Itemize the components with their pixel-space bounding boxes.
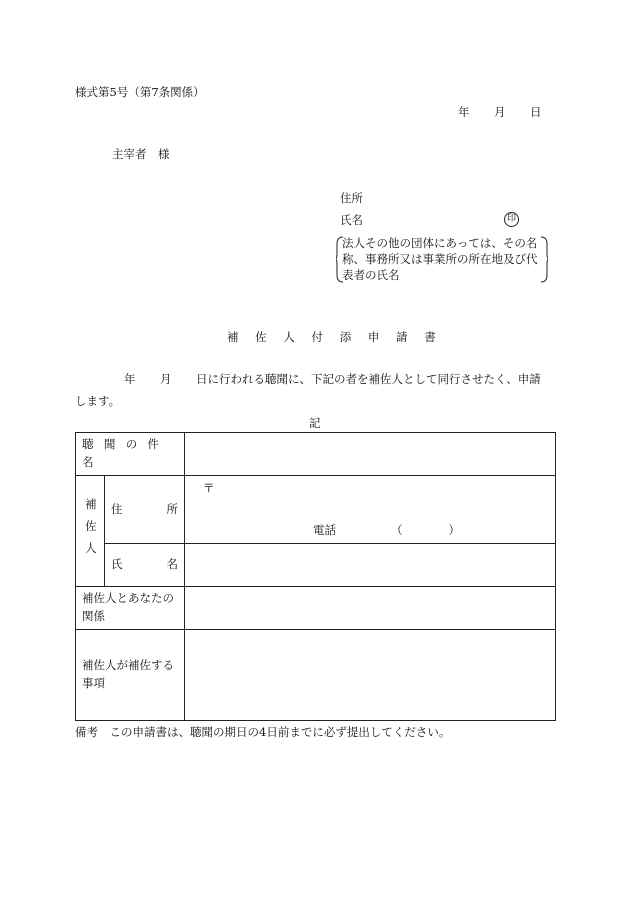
- hearing-case-label-cell: [76, 433, 185, 476]
- assistant-address-field[interactable]: [185, 476, 556, 544]
- assistant-label-cell: [76, 476, 105, 587]
- body-month-label: 月: [160, 372, 172, 386]
- seal-icon: 印: [504, 212, 519, 227]
- hearing-case-field[interactable]: [185, 433, 556, 476]
- date-year-label: 年: [458, 105, 470, 119]
- application-table: [75, 432, 556, 721]
- body-year-label: 年: [124, 372, 136, 386]
- corporate-note: [336, 236, 548, 283]
- date-month-label: 月: [494, 105, 506, 119]
- document-title: 補佐人付添申請書: [227, 330, 453, 344]
- postal-mark: 〒: [203, 481, 215, 495]
- remarks: 備考 この申請書は、聴聞の期日の4日前までに必ず提出してください。: [75, 725, 451, 739]
- phone-label: 電話: [313, 523, 336, 537]
- relation-label: 補佐人とあなたの関係: [76, 587, 185, 630]
- relation-field[interactable]: [185, 587, 556, 630]
- ki-label: 記: [309, 416, 321, 430]
- form-number: 様式第5号（第7条関係）: [75, 85, 205, 99]
- hearing-case-label: 聴聞の件名: [82, 437, 170, 469]
- applicant-name-label: 氏名: [340, 213, 363, 227]
- matters-label: 補佐人が補佐する事項: [76, 630, 185, 721]
- assistant-address-label: 住所: [105, 476, 185, 544]
- assistant-label: 補佐人: [83, 498, 98, 564]
- addressee: 主宰者 様: [112, 147, 170, 161]
- body-continuation-text: します。: [75, 394, 121, 408]
- body-main-text: 日に行われる聴聞に、下記の者を補佐人として同行させたく、申請: [196, 372, 541, 386]
- assistant-name-field[interactable]: [185, 544, 556, 587]
- matters-field[interactable]: [185, 630, 556, 721]
- phone-parentheses: （ ）: [391, 523, 460, 537]
- date-day-label: 日: [530, 105, 542, 119]
- assistant-name-label: 氏名: [105, 544, 185, 587]
- corporate-note-text: 法人その他の団体にあっては、その名称、事務所又は事業所の所在地及び代表者の氏名: [342, 236, 538, 282]
- applicant-address-label: 住所: [340, 191, 363, 205]
